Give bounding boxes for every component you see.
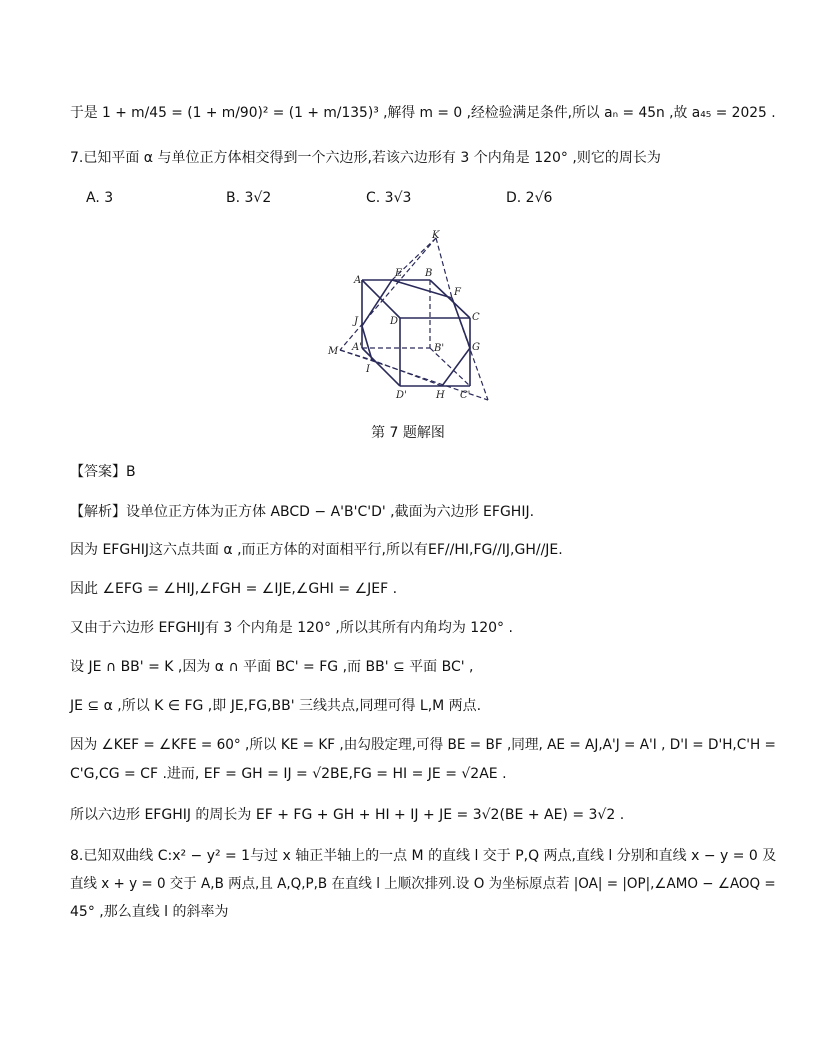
line-km bbox=[340, 238, 436, 350]
label-f: F bbox=[454, 287, 461, 298]
question-8-line-2: 直线 x + y = 0 交于 A,B 两点,且 A,Q,P,B 在直线 l 上顺次排列.设 O 为坐标原点若 |OA| = |OP|,∠AMO − ∠AOQ = bbox=[70, 876, 776, 892]
question-7-stem: 7.已知平面 α 与单位正方体相交得到一个六边形,若该六边形有 3 个内角是 120° ,则它的周长为 bbox=[70, 150, 661, 166]
label-g: G bbox=[472, 342, 480, 353]
label-d-prime: D' bbox=[396, 390, 407, 401]
question-8-line-1: 8.已知双曲线 C:x² − y² = 1与过 x 轴正半轴上的一点 M 的直线 l 交于 P,Q 两点,直线 l 分别和直线 x − y = 0 及 bbox=[70, 848, 777, 864]
cube-section-figure bbox=[320, 228, 500, 408]
label-c: C bbox=[472, 312, 480, 323]
option-d: D. 2√6 bbox=[506, 190, 553, 206]
label-b: B bbox=[425, 268, 433, 279]
label-a: A bbox=[354, 275, 362, 286]
label-h: H bbox=[436, 390, 445, 401]
analysis-line-7: 因为 ∠KEF = ∠KFE = 60° ,所以 KE = KF ,由勾股定理,可得 BE = BF ,同理, AE = AJ,A'J = A'I , D'I = D'H,C'H = bbox=[70, 737, 776, 753]
edge-da bbox=[362, 280, 400, 318]
figure-caption: 第 7 题解图 bbox=[371, 425, 445, 441]
label-k: K bbox=[432, 230, 440, 241]
analysis-line-8: C'G,CG = CF .进而, EF = GH = IJ = √2BE,FG = HI = JE = √2AE . bbox=[70, 766, 507, 782]
analysis-line-6: JE ⊆ α ,所以 K ∈ FG ,即 JE,FG,BB' 三线共点,同理可得 L,M 两点. bbox=[70, 698, 482, 714]
solution-line-q6-end: 于是 1 + m/45 = (1 + m/90)² = (1 + m/135)³ ,解得 m = 0 ,经检验满足条件,所以 aₙ = 45n ,故 a₄₅ = 2025 . bbox=[70, 105, 776, 121]
analysis-line-2: 因为 EFGHIJ这六点共面 α ,而正方体的对面相平行,所以有EF//HI,FG//IJ,GH//JE. bbox=[70, 542, 563, 558]
option-a: A. 3 bbox=[86, 190, 114, 206]
answer-line: 【答案】B bbox=[70, 464, 136, 480]
analysis-line-5: 设 JE ∩ BB' = K ,因为 α ∩ 平面 BC' = FG ,而 BB' ⊆ 平面 BC' , bbox=[70, 659, 474, 675]
label-a-prime: A' bbox=[352, 342, 362, 353]
analysis-line-9: 所以六边形 EFGHIJ 的周长为 EF + FG + GH + HI + IJ + JE = 3√2(BE + AE) = 3√2 . bbox=[70, 807, 625, 823]
label-c-prime: C' bbox=[460, 390, 471, 401]
label-j: J bbox=[354, 316, 359, 327]
option-c: C. 3√3 bbox=[366, 190, 412, 206]
analysis-line-3: 因此 ∠EFG = ∠HIJ,∠FGH = ∠IJE,∠GHI = ∠JEF . bbox=[70, 581, 398, 597]
analysis-line-1: 【解析】设单位正方体为正方体 ABCD − A'B'C'D' ,截面为六边形 EFGHIJ. bbox=[70, 504, 535, 520]
label-d: D bbox=[390, 316, 399, 327]
label-m: M bbox=[328, 346, 339, 357]
option-b: B. 3√2 bbox=[226, 190, 272, 206]
edge-bc bbox=[430, 280, 470, 318]
analysis-line-4: 又由于六边形 EFGHIJ有 3 个内角是 120° ,所以其所有内角均为 120° . bbox=[70, 620, 513, 636]
label-b-prime: B' bbox=[434, 343, 445, 354]
label-e: E bbox=[395, 268, 403, 279]
label-i: I bbox=[366, 364, 370, 375]
question-8-line-3: 45° ,那么直线 l 的斜率为 bbox=[70, 904, 229, 920]
